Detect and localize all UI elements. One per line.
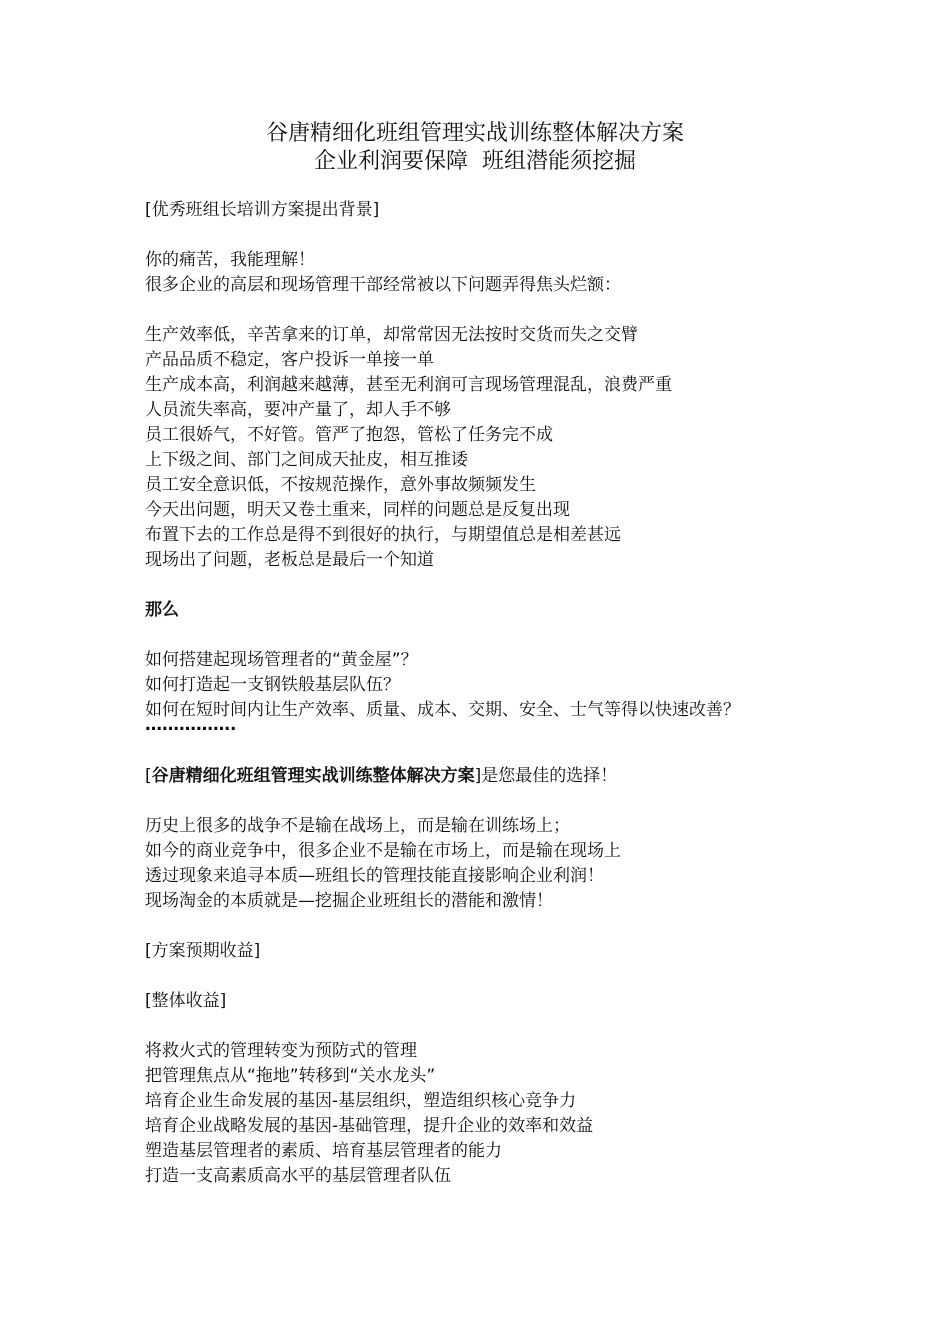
- ellipsis-dots: …………….: [145, 715, 237, 735]
- document-body: [145, 198, 835, 1189]
- pain-item: 员工安全意识低，不按规范操作，意外事故频频发生: [145, 475, 536, 495]
- pain-item: 人员流失率高，要冲产量了，却人手不够: [145, 400, 451, 420]
- section-heading-benefits: [方案预期收益]: [145, 941, 261, 961]
- benefit-item: 把管理焦点从“拖地”转移到“关水龙头”: [145, 1066, 436, 1086]
- title-line-1: 谷唐精细化班组管理实战训练整体解决方案: [265, 121, 684, 146]
- best-choice-line: [145, 764, 835, 789]
- history-line: 透过现象来追寻本质—班组长的管理技能直接影响企业利润！: [145, 866, 604, 886]
- question-item: 如何搭建起现场管理者的“黄金屋”？: [145, 650, 418, 670]
- benefit-item: 培育企业战略发展的基因-基础管理，提升企业的效率和效益: [145, 1116, 594, 1136]
- pain-item: 今天出问题，明天又卷土重来，同样的问题总是反复出现: [145, 500, 570, 520]
- bracket-open: [: [145, 766, 152, 786]
- benefit-item: 打造一支高素质高水平的基层管理者队伍: [145, 1166, 451, 1186]
- pain-intro-1: 你的痛苦，我能理解！: [145, 250, 315, 270]
- question-item: 如何在短时间内让生产效率、质量、成本、交期、安全、士气等得以快速改善？: [145, 700, 740, 720]
- benefit-item: 培育企业生命发展的基因-基层组织，塑造组织核心竞争力: [145, 1091, 577, 1111]
- history-line: 现场淘金的本质就是—挖掘企业班组长的潜能和激情！: [145, 891, 553, 911]
- title-line-2: 企业利润要保障 班组潜能须挖掘: [314, 149, 636, 174]
- pain-item: 生产成本高，利润越来越薄，甚至无利润可言现场管理混乱，浪费严重: [145, 375, 672, 395]
- so-heading: 那么: [145, 600, 179, 620]
- pain-item: 生产效率低，辛苦拿来的订单，却常常因无法按时交货而失之交臂: [145, 325, 638, 345]
- document-title: [0, 120, 950, 176]
- benefit-item: 将救火式的管理转变为预防式的管理: [145, 1041, 417, 1061]
- section-heading-overall: [整体收益]: [145, 991, 227, 1011]
- solution-name: 谷唐精细化班组管理实战训练整体解决方案: [151, 766, 475, 786]
- section-heading-background: [优秀班组长培训方案提出背景]: [145, 200, 380, 220]
- history-line: 如今的商业竞争中，很多企业不是输在市场上，而是输在现场上: [145, 841, 621, 861]
- pain-item: 布置下去的工作总是得不到很好的执行，与期望值总是相差甚远: [145, 525, 621, 545]
- best-choice-tail: ]是您最佳的选择！: [474, 766, 618, 786]
- pain-item: 现场出了问题，老板总是最后一个知道: [145, 550, 434, 570]
- pain-item: 产品品质不稳定，客户投诉一单接一单: [145, 350, 434, 370]
- pain-item: 员工很娇气，不好管。管严了抱怨，管松了任务完不成: [145, 425, 553, 445]
- question-item: 如何打造起一支钢铁般基层队伍？: [145, 675, 400, 695]
- pain-item: 上下级之间、部门之间成天扯皮，相互推诿: [145, 450, 468, 470]
- pain-intro-2: 很多企业的高层和现场管理干部经常被以下问题弄得焦头烂额：: [145, 275, 621, 295]
- benefit-item: 塑造基层管理者的素质、培育基层管理者的能力: [145, 1141, 502, 1161]
- history-line: 历史上很多的战争不是输在战场上，而是输在训练场上；: [145, 816, 570, 836]
